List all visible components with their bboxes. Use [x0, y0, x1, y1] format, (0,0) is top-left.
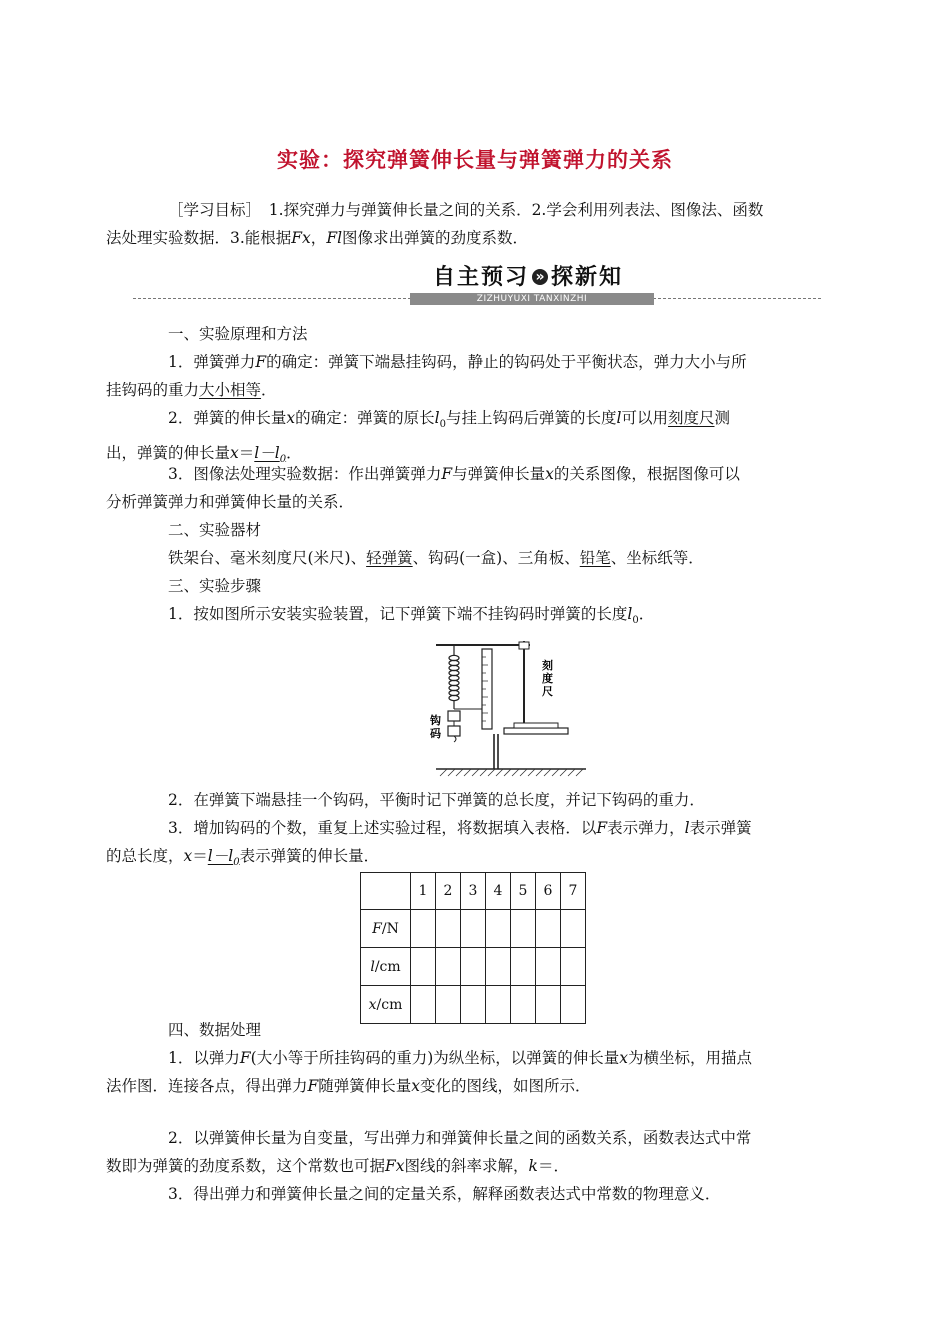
- section2-heading: 二、实验器材: [168, 521, 262, 539]
- row-label: x/cm: [361, 986, 411, 1024]
- section4-heading: 四、数据处理: [168, 1021, 262, 1039]
- section3-step1: 1．按如图所示安装实验装置，记下弹簧下端不挂钩码时弹簧的长度$l_0$．: [168, 605, 655, 627]
- section3-step3: 3．增加钩码的个数，重复上述实验过程，将数据填入表格．以F表示弹力，l表示弹簧 的总长度，$x=l-l_0$表示弹簧的伸长量．: [106, 819, 752, 869]
- table-corner: [361, 873, 411, 910]
- table-header-cell: 3: [461, 873, 486, 910]
- answer-blank: 大小相等: [199, 381, 262, 399]
- answer-blank: 刻度尺: [667, 409, 715, 427]
- weight-label-1: 钩: [430, 714, 441, 727]
- table-header-cell: 1: [411, 873, 436, 910]
- ruler-label-1: 刻: [542, 659, 553, 672]
- row-label: l/cm: [361, 948, 411, 986]
- table-header-cell: 4: [486, 873, 511, 910]
- answer-blank: 铅笔: [579, 549, 611, 567]
- section4-item3: 3．得出弹力和弹簧伸长量之间的定量关系，解释函数表达式中常数的物理意义．: [168, 1185, 721, 1203]
- table-header-cell: 5: [511, 873, 536, 910]
- table-row: [361, 948, 586, 986]
- answer-blank: 轻弹簧: [366, 549, 413, 567]
- weight-label-2: 码: [430, 727, 441, 740]
- answer-blank: $l-l_0$: [207, 847, 240, 869]
- section1-item2: 2．弹簧的伸长量x的确定：弹簧的原长$l_0$与挂上钩码后弹簧的长度l可以用刻度尺测 出，弹簧的伸长量$x=l-l_0$．: [106, 409, 731, 466]
- page-title: 实验：探究弹簧伸长量与弹簧弹力的关系: [277, 148, 673, 172]
- table-row: [361, 910, 586, 948]
- table-header-cell: 6: [536, 873, 561, 910]
- banner-pinyin: ZIZHUYUXI TANXINZHI: [410, 293, 654, 305]
- learning-objectives: ［学习目标］ 1.探究弹力与弹簧伸长量之间的关系．2.学会利用列表法、图像法、函数 法处理实验数据．3.能根据Fx，Fl图像求出弹簧的劲度系数．: [106, 201, 764, 247]
- banner-title: 自主预习 » 探新知: [410, 263, 646, 293]
- row-label: F/N: [361, 910, 411, 948]
- table-header-cell: 2: [436, 873, 461, 910]
- section2-equipment: 铁架台、毫米刻度尺(米尺)、轻弹簧、钩码(一盒)、三角板、铅笔、坐标纸等．: [168, 549, 704, 567]
- table-header-row: [361, 873, 586, 910]
- answer-blank: $l-l_0$: [254, 444, 287, 466]
- ruler-label-3: 尺: [542, 685, 553, 698]
- section4-item1: 1．以弹力F(大小等于所挂钩码的重力)为纵坐标，以弹簧的伸长量x为横坐标，用描点 法作图．连接各点，得出弹力F随弹簧伸长量x变化的图线，如图所示．: [106, 1049, 753, 1095]
- table-header-cell: 7: [561, 873, 586, 910]
- ruler-label-2: 度: [542, 672, 553, 685]
- section3-heading: 三、实验步骤: [168, 577, 262, 595]
- section1-item3: 3．图像法处理实验数据：作出弹簧弹力F与弹簧伸长量x的关系图像，根据图像可以 分析弹簧弹力和弹簧伸长量的关系．: [106, 465, 740, 511]
- arrow-icon: »: [532, 269, 548, 285]
- apparatus-figure: [418, 633, 590, 777]
- objectives-label: ［学习目标］: [168, 201, 254, 219]
- section1-item1: 1．弹簧弹力F的确定：弹簧下端悬挂钩码，静止的钩码处于平衡状态，弹力大小与所 挂钩码的重力大小相等．: [106, 353, 747, 399]
- data-table: [360, 872, 586, 1024]
- section3-step2: 2．在弹簧下端悬挂一个钩码，平衡时记下弹簧的总长度，并记下钩码的重力．: [168, 791, 705, 809]
- section-banner: [133, 262, 821, 308]
- section1-heading: 一、实验原理和方法: [168, 325, 308, 343]
- section4-item2: 2．以弹簧伸长量为自变量，写出弹力和弹簧伸长量之间的函数关系，函数表达式中常 数即为弹簧的劲度系数，这个常数也可据Fx图线的斜率求解，k＝．: [106, 1129, 752, 1175]
